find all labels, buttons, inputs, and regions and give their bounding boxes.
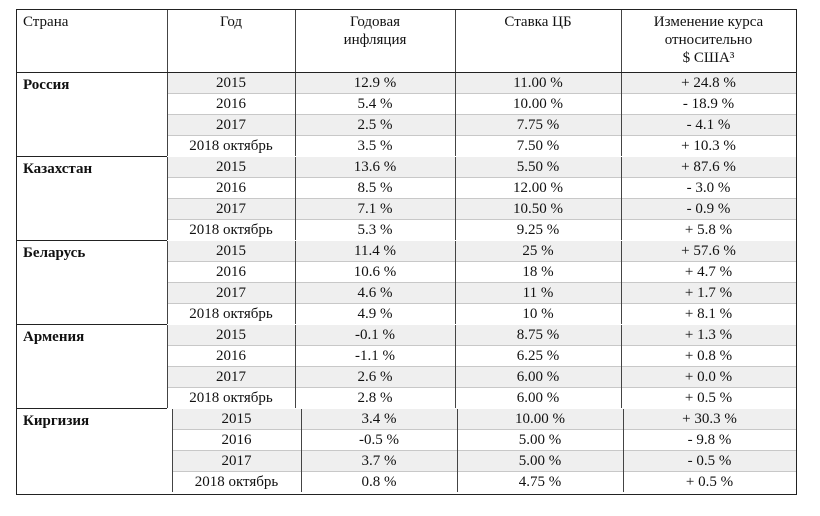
year-cell: 2016 <box>216 96 246 112</box>
year-cell: 2018 октябрь <box>189 390 273 406</box>
year-cell: 2018 октябрь <box>189 222 273 238</box>
rate-cell: 10.00 % <box>513 96 563 112</box>
fx-change-cell: + 30.3 % <box>682 411 737 427</box>
table-row <box>167 283 796 304</box>
fx-change-cell: + 10.3 % <box>681 138 736 154</box>
rate-cell: 7.50 % <box>516 138 560 154</box>
inflation-cell: 12.9 % <box>353 75 397 91</box>
table-row <box>167 73 796 94</box>
column-divider <box>172 409 173 492</box>
table-row <box>172 472 796 493</box>
column-divider <box>295 157 296 240</box>
rate-cell: 12.00 % <box>513 180 563 196</box>
inflation-cell: 2.5 % <box>357 117 393 133</box>
country-group <box>17 157 796 241</box>
header-fx-change: Изменение курса относительно $ США³ <box>653 14 764 66</box>
year-cell: 2017 <box>221 453 252 469</box>
year-cell: 2017 <box>216 369 246 385</box>
column-divider <box>455 157 456 240</box>
rate-cell: 10.00 % <box>515 411 565 427</box>
table-row <box>167 325 796 346</box>
inflation-cell: 2.6 % <box>357 369 393 385</box>
country-group <box>17 409 796 493</box>
header-year: Год <box>219 14 243 30</box>
year-cell: 2015 <box>216 327 246 343</box>
inflation-table <box>16 9 797 495</box>
table-row <box>167 241 796 262</box>
rate-cell: 5.00 % <box>518 432 562 448</box>
column-divider <box>295 325 296 408</box>
table-row <box>167 220 796 241</box>
inflation-cell: 3.5 % <box>357 138 393 154</box>
year-cell: 2015 <box>216 75 246 91</box>
rate-cell: 4.75 % <box>518 474 562 490</box>
column-divider <box>621 241 622 324</box>
column-divider <box>455 73 456 156</box>
column-divider <box>295 73 296 156</box>
rate-cell: 6.25 % <box>516 348 560 364</box>
column-divider <box>621 157 622 240</box>
inflation-cell: 3.4 % <box>361 411 397 427</box>
column-divider <box>455 10 456 72</box>
fx-change-cell: + 8.1 % <box>684 306 733 322</box>
inflation-cell: 10.6 % <box>353 264 397 280</box>
fx-change-cell: - 18.9 % <box>682 96 735 112</box>
fx-change-cell: + 87.6 % <box>681 159 736 175</box>
year-cell: 2015 <box>216 159 246 175</box>
rate-cell: 5.50 % <box>516 159 560 175</box>
table-header <box>17 10 796 73</box>
inflation-cell: 7.1 % <box>357 201 393 217</box>
table-row <box>172 430 796 451</box>
year-cell: 2016 <box>216 180 246 196</box>
column-divider <box>457 409 458 492</box>
year-cell: 2018 октябрь <box>194 474 279 490</box>
country-name: Беларусь <box>23 245 86 261</box>
column-divider <box>621 73 622 156</box>
rate-cell: 11.00 % <box>513 75 563 91</box>
column-divider <box>455 241 456 324</box>
table-row <box>167 178 796 199</box>
table-row <box>167 346 796 367</box>
year-cell: 2016 <box>221 432 252 448</box>
column-divider <box>167 10 168 72</box>
fx-change-cell: + 5.8 % <box>684 222 733 238</box>
inflation-cell: -0.5 % <box>359 432 399 448</box>
table-row <box>167 136 796 157</box>
inflation-cell: 11.4 % <box>354 243 396 259</box>
column-divider <box>295 241 296 324</box>
fx-change-cell: + 0.0 % <box>684 369 733 385</box>
rate-cell: 10 % <box>522 306 554 322</box>
fx-change-cell: + 24.8 % <box>681 75 736 91</box>
table-row <box>167 199 796 220</box>
column-divider <box>621 10 622 72</box>
rate-cell: 9.25 % <box>516 222 560 238</box>
column-divider <box>623 409 624 492</box>
rate-cell: 25 % <box>522 243 554 259</box>
country-name: Россия <box>23 77 70 93</box>
rate-cell: 10.50 % <box>513 201 563 217</box>
column-divider <box>167 325 168 408</box>
year-cell: 2018 октябрь <box>189 306 273 322</box>
rate-cell: 7.75 % <box>516 117 560 133</box>
header-country: Страна <box>23 14 69 30</box>
inflation-cell: 5.4 % <box>357 96 393 112</box>
inflation-cell: -1.1 % <box>355 348 395 364</box>
rate-cell: 6.00 % <box>516 369 560 385</box>
fx-change-cell: + 1.7 % <box>684 285 733 301</box>
inflation-cell: -0.1 % <box>355 327 395 343</box>
table-row <box>167 262 796 283</box>
inflation-cell: 3.7 % <box>361 453 397 469</box>
inflation-cell: 5.3 % <box>357 222 393 238</box>
rate-cell: 6.00 % <box>516 390 560 406</box>
table-row <box>167 94 796 115</box>
fx-change-cell: + 57.6 % <box>681 243 736 259</box>
year-cell: 2016 <box>216 264 246 280</box>
fx-change-cell: - 4.1 % <box>686 117 731 133</box>
inflation-cell: 0.8 % <box>361 474 397 490</box>
year-cell: 2017 <box>216 285 246 301</box>
year-cell: 2018 октябрь <box>189 138 273 154</box>
fx-change-cell: - 0.9 % <box>686 201 731 217</box>
table-row <box>167 367 796 388</box>
table-row <box>167 304 796 325</box>
fx-change-cell: + 0.8 % <box>684 348 733 364</box>
table-row <box>172 451 796 472</box>
inflation-cell: 4.6 % <box>357 285 393 301</box>
header-central-bank-rate: Ставка ЦБ <box>504 14 572 30</box>
rate-cell: 8.75 % <box>516 327 560 343</box>
table-row <box>167 388 796 409</box>
fx-change-cell: + 0.5 % <box>684 390 733 406</box>
column-divider <box>455 325 456 408</box>
country-name: Армения <box>23 329 85 345</box>
column-divider <box>167 157 168 240</box>
rate-cell: 5.00 % <box>518 453 562 469</box>
year-cell: 2016 <box>216 348 246 364</box>
fx-change-cell: + 4.7 % <box>684 264 733 280</box>
column-divider <box>295 10 296 72</box>
country-group <box>17 325 796 409</box>
fx-change-cell: - 9.8 % <box>687 432 732 448</box>
rate-cell: 11 % <box>522 285 554 301</box>
fx-change-cell: + 0.5 % <box>685 474 734 490</box>
column-divider <box>167 241 168 324</box>
table-row <box>172 409 796 430</box>
country-name: Казахстан <box>23 161 93 177</box>
column-divider <box>167 73 168 156</box>
country-name: Киргизия <box>23 413 90 429</box>
header-inflation: Годовая инфляция <box>343 14 407 48</box>
fx-change-cell: - 3.0 % <box>686 180 731 196</box>
fx-change-cell: + 1.3 % <box>684 327 733 343</box>
country-group <box>17 241 796 325</box>
inflation-cell: 4.9 % <box>357 306 393 322</box>
year-cell: 2017 <box>216 201 246 217</box>
fx-change-cell: - 0.5 % <box>687 453 732 469</box>
inflation-cell: 13.6 % <box>353 159 397 175</box>
year-cell: 2015 <box>221 411 252 427</box>
column-divider <box>301 409 302 492</box>
column-divider <box>621 325 622 408</box>
country-group <box>17 73 796 157</box>
year-cell: 2017 <box>216 117 246 133</box>
inflation-cell: 8.5 % <box>357 180 393 196</box>
table-row <box>167 157 796 178</box>
table-row <box>167 115 796 136</box>
year-cell: 2015 <box>216 243 246 259</box>
inflation-cell: 2.8 % <box>357 390 393 406</box>
rate-cell: 18 % <box>522 264 554 280</box>
